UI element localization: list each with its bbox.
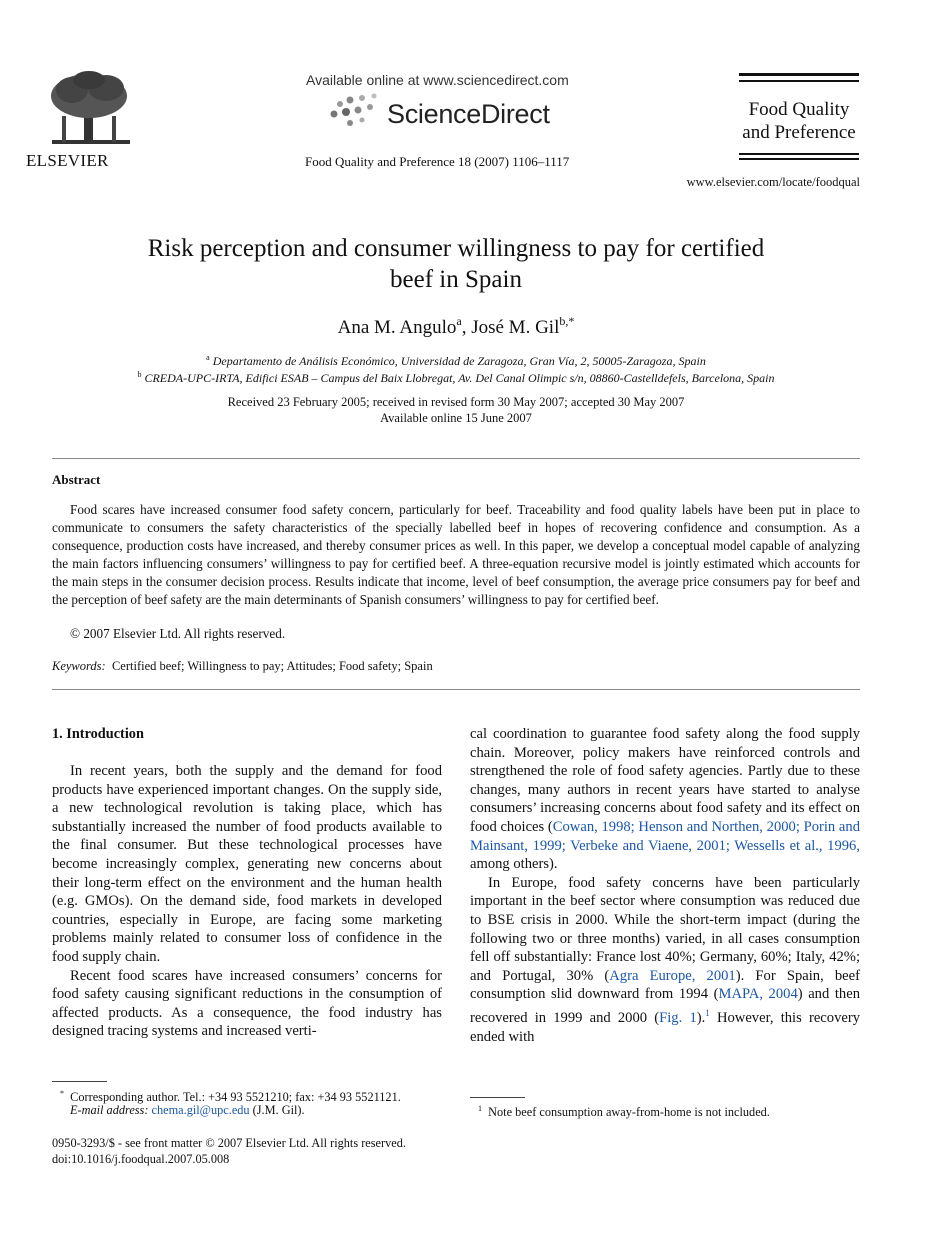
citation-link[interactable]: MAPA, 2004 bbox=[718, 986, 798, 1003]
affiliation-a bbox=[0, 353, 912, 369]
elsevier-tree-logo bbox=[48, 70, 134, 148]
citation-link[interactable]: Cowan, 1998; Henson and Northen, 2000; Porin and Mainsant, 1999; Verbeke and Viaene, 2001; Wessells et al., 1996, bbox=[470, 818, 860, 854]
footnote-ref-link[interactable]: 1 bbox=[705, 1007, 710, 1018]
affiliation-text: CREDA-UPC-IRTA, Edifici ESAB – Campus del Baix Llobregat, Av. Del Canal Olimpic s/n, 08860-Castelldefels, Barcelona, Spain bbox=[144, 371, 775, 385]
affiliation-text: Departamento de Análisis Económico, Universidad de Zaragoza, Gran Vía, 2, 50005-Zaragoza, Spain bbox=[212, 354, 706, 368]
sciencedirect-logo-text: ScienceDirect bbox=[387, 99, 550, 129]
keywords-list: Certified beef; Willingness to pay; Attitudes; Food safety; Spain bbox=[111, 659, 433, 673]
paragraph-text: ). For Spain, beef consumption slid downward from 1994 ( bbox=[470, 967, 860, 1003]
journal-brand-line2: and Preference bbox=[742, 122, 856, 143]
footnote-1 bbox=[478, 1101, 860, 1120]
footnote-rule bbox=[52, 1081, 107, 1082]
left-column-body bbox=[52, 762, 442, 1041]
author-affiliation-mark[interactable]: b,* bbox=[559, 314, 575, 328]
footnote-mark: * bbox=[60, 1089, 64, 1098]
journal-brand-rule bbox=[739, 80, 859, 82]
article-title-line2: beef in Spain bbox=[390, 266, 522, 293]
footnote-text: Corresponding author. Tel.: +34 93 5521210; fax: +34 93 5521121. bbox=[70, 1090, 401, 1104]
paragraph-text: among others). bbox=[470, 856, 558, 873]
author-name: Ana M. Angulo bbox=[337, 317, 457, 338]
paragraph-text: ). bbox=[696, 1009, 706, 1026]
paragraph: Recent food scares have increased consumers’ concerns for food safety causing significant reductions in the consumption of affected products. As a consequence, the food industry has designed tracing systems and increased verti- bbox=[52, 967, 442, 1040]
paragraph-text: In Europe, food safety concerns have been particularly important in the beef sector where consumption was reduced due to BSE crisis in 2000. While the short-term impact (during the following two or three months) varied, in all cases consumption fell off substantially: France lost 40%; Germany, 60%; Italy, 42%; and Portugal, 30% ( bbox=[470, 874, 860, 984]
abstract-body: Food scares have increased consumer food safety concern, particularly for beef. Traceability and food quality labels have been put in place to communicate to consumers the safety characteristics of the specially labelled beef in hopes of recovering confidence and consumption. As a consequence, production costs have increased, and thereby consumer prices as well. In this paper, we develop a conceptual model capable of analyzing the main factors influencing consumers’ willingness to pay for certified beef. A three-equation recursive model is jointly estimated which accounts for the main steps in the consumer decision process. Results indicate that income, level of beef consumption, the average price consumers pay for beef and the perception of beef safety are the main determinants of Spanish consumers’ willingness to pay for certified beef. bbox=[52, 502, 860, 607]
paragraph-text: However, this recovery ended with bbox=[470, 1009, 861, 1045]
journal-brand-rule bbox=[739, 153, 859, 155]
article-title-line1: Risk perception and consumer willingness to pay for certified bbox=[147, 235, 765, 262]
abstract-copyright: © 2007 Elsevier Ltd. All rights reserved. bbox=[70, 626, 286, 641]
abstract-heading: Abstract bbox=[52, 472, 101, 487]
author-affiliation-mark[interactable]: a bbox=[456, 314, 462, 328]
paragraph: In recent years, both the supply and the demand for food products have experienced important changes. On the supply side, a new technological revolution is taking place, which has substantially increased the number of food products available to the final consumer. But these technological processes have become increasingly complex, generating new concerns about their long-term effect on the environment and the human health (e.g. GMOs). On the demand side, food markets in developed countries, especially in Europe, are facing some marketing problems mainly related to consumer loss of confidence in the food supply chain. bbox=[52, 763, 442, 965]
journal-brand-line1: Food Quality bbox=[748, 99, 850, 120]
author-separator: , bbox=[461, 317, 472, 338]
footnote-mark: 1 bbox=[478, 1104, 482, 1113]
article-title bbox=[0, 233, 912, 295]
footnote-rule bbox=[470, 1097, 525, 1098]
section-divider bbox=[52, 458, 860, 459]
paragraph-text: ) and then recovered in 1999 and 2000 ( bbox=[470, 986, 860, 1026]
journal-url-link[interactable]: www.elsevier.com/locate/foodqual bbox=[686, 175, 860, 189]
received-dates: Received 23 February 2005; received in revised form 30 May 2007; accepted 30 May 2007 bbox=[227, 395, 685, 409]
sciencedirect-dots-icon bbox=[328, 92, 384, 128]
journal-brand-rule bbox=[739, 158, 859, 160]
footnote-text: Note beef consumption away-from-home is not included. bbox=[488, 1105, 770, 1119]
keywords-label: Keywords: bbox=[52, 659, 106, 673]
email-footnote bbox=[70, 1102, 450, 1118]
doi-link[interactable]: doi:10.1016/j.foodqual.2007.05.008 bbox=[52, 1152, 230, 1166]
author-name: José M. Gil bbox=[471, 317, 560, 338]
paragraph bbox=[470, 874, 860, 1046]
affiliation-mark: b bbox=[137, 370, 142, 379]
front-matter-line: 0950-3293/$ - see front matter © 2007 Elsevier Ltd. All rights reserved. bbox=[52, 1136, 406, 1150]
journal-brand-rule bbox=[739, 73, 859, 76]
available-online-text[interactable]: Available online at www.sciencedirect.com bbox=[306, 72, 569, 88]
publisher-name: ELSEVIER bbox=[26, 151, 109, 170]
affiliation-mark: a bbox=[206, 353, 210, 362]
email-label: E-mail address: bbox=[70, 1103, 149, 1117]
citation-link[interactable]: Agra Europe, 2001 bbox=[609, 967, 736, 984]
journal-citation: Food Quality and Preference 18 (2007) 1106–1117 bbox=[305, 154, 570, 169]
section-divider bbox=[52, 689, 860, 690]
paragraph bbox=[470, 725, 860, 874]
email-link[interactable]: chema.gil@upc.edu bbox=[151, 1103, 250, 1117]
author-list bbox=[0, 314, 912, 339]
keywords-line bbox=[52, 659, 433, 674]
section-heading-introduction: 1. Introduction bbox=[52, 726, 144, 742]
email-suffix: (J.M. Gil). bbox=[252, 1103, 305, 1117]
journal-brand-title bbox=[739, 98, 859, 144]
available-online-date: Available online 15 June 2007 bbox=[380, 411, 532, 425]
figure-link[interactable]: Fig. 1 bbox=[659, 1009, 697, 1026]
affiliation-b bbox=[0, 370, 912, 386]
right-column-body bbox=[470, 725, 860, 1046]
paragraph-text: cal coordination to guarantee food safety along the food supply chain. Moreover, policy makers have reinforced controls and strengthened the role of food safety agencies. Partly due to these changes, many authors in recent years have started to analyse consumers’ increasing concerns about food safety and its effect on food choices ( bbox=[470, 726, 860, 835]
